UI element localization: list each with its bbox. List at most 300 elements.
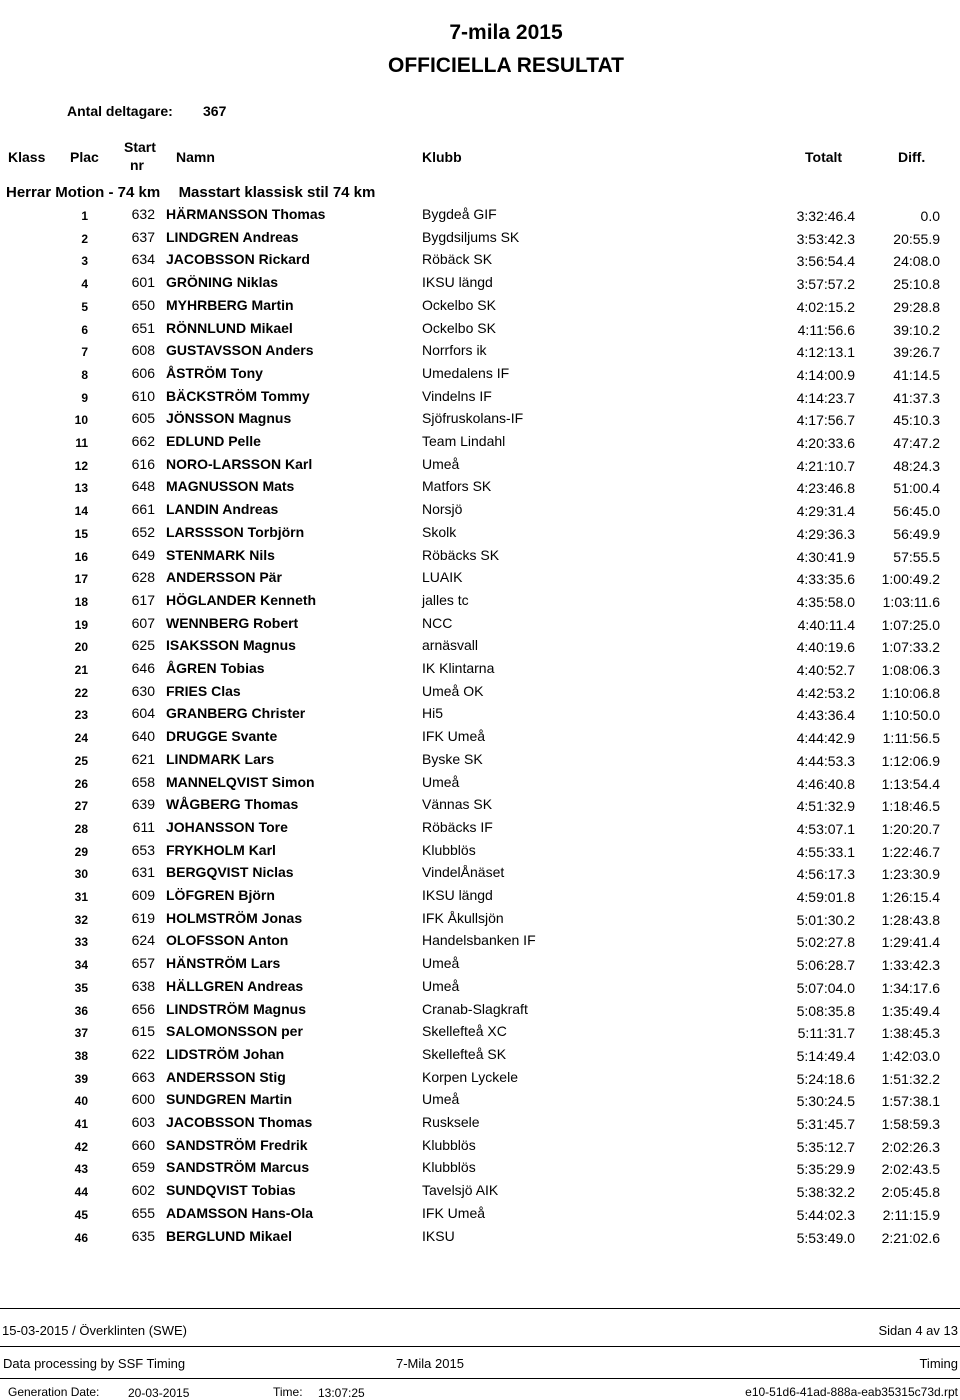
row-placement: 17: [74, 572, 88, 587]
row-club: Klubblös: [422, 1136, 476, 1153]
row-name: BÄCKSTRÖM Tommy: [166, 387, 310, 404]
row-name: WÅGBERG Thomas: [166, 796, 299, 813]
row-total-time: 4:40:52.7: [796, 662, 855, 678]
row-total-time: 5:07:04.0: [796, 979, 855, 996]
row-time-diff: 1:34:17.6: [881, 979, 940, 996]
row-club: IK Klintarna: [422, 660, 495, 676]
row-name: HÄNSTRÖM Lars: [166, 955, 281, 972]
row-start-number: 606: [131, 364, 155, 381]
row-club: Ockelbo SK: [422, 319, 496, 336]
row-placement: 20: [74, 640, 88, 655]
header-start: Start: [124, 139, 156, 155]
row-name: JOHANSSON Tore: [166, 818, 288, 835]
row-club: Röbäcks IF: [422, 818, 493, 835]
row-total-time: 5:14:49.4: [796, 1047, 855, 1064]
row-club: Umeå: [422, 455, 460, 472]
row-placement: 29: [74, 844, 88, 859]
row-start-number: 650: [131, 296, 155, 313]
row-placement: 16: [74, 549, 88, 564]
row-start-number: 630: [131, 682, 155, 699]
table-row: [0, 1205, 960, 1227]
row-start-number: 616: [131, 455, 155, 472]
footer-processing: Data processing by SSF Timing: [3, 1356, 186, 1371]
row-time-diff: 1:51:32.2: [881, 1070, 940, 1087]
row-club: Norsjö: [422, 501, 463, 518]
row-name: ÅGREN Tobias: [166, 660, 265, 676]
row-start-number: 648: [131, 478, 155, 495]
row-club: Ockelbo SK: [422, 296, 496, 313]
row-start-number: 656: [131, 1000, 155, 1017]
row-start-number: 601: [131, 274, 155, 291]
row-club: Rusksele: [422, 1114, 480, 1130]
row-name: JACOBSSON Thomas: [166, 1114, 313, 1130]
table-row: [0, 660, 960, 682]
row-name: LANDIN Andreas: [166, 501, 279, 518]
row-total-time: 5:44:02.3: [796, 1206, 855, 1223]
row-start-number: 611: [132, 818, 155, 835]
row-club: Bygdsiljums SK: [422, 228, 520, 245]
row-time-diff: 1:28:43.8: [881, 911, 940, 928]
row-time-diff: 0.0: [920, 208, 940, 224]
row-total-time: 3:32:46.4: [796, 208, 855, 224]
row-time-diff: 1:29:41.4: [881, 934, 940, 951]
table-row: [0, 1182, 960, 1204]
table-row: [0, 819, 960, 841]
row-time-diff: 1:35:49.4: [881, 1002, 940, 1019]
row-placement: 43: [74, 1162, 88, 1177]
row-time-diff: 1:33:42.3: [881, 957, 940, 974]
participants-label: Antal deltagare:: [67, 103, 173, 119]
row-placement: 42: [74, 1139, 88, 1154]
row-total-time: 5:06:28.7: [796, 957, 855, 974]
footer-timing: Timing: [919, 1356, 958, 1371]
row-name: STENMARK Nils: [166, 546, 275, 563]
row-time-diff: 1:13:54.4: [881, 775, 940, 792]
row-placement: 32: [74, 912, 88, 927]
row-start-number: 634: [131, 251, 155, 268]
header-diff: Diff.: [898, 149, 926, 165]
row-name: OLOFSSON Anton: [166, 932, 289, 949]
row-total-time: 4:21:10.7: [796, 457, 855, 474]
row-name: LARSSSON Torbjörn: [166, 523, 305, 540]
row-placement: 45: [74, 1207, 88, 1222]
row-time-diff: 1:58:59.3: [881, 1116, 940, 1132]
row-name: GUSTAVSSON Anders: [166, 342, 314, 359]
row-club: Korpen Lyckele: [422, 1068, 518, 1085]
row-start-number: 619: [131, 909, 155, 926]
row-club: Cranab-Slagkraft: [422, 1000, 528, 1017]
row-time-diff: 2:05:45.8: [881, 1184, 940, 1201]
row-name: GRÖNING Niklas: [166, 274, 279, 291]
row-club: Norrfors ik: [422, 342, 487, 359]
footer-date-place: 15-03-2015 / Överklinten (SWE): [2, 1323, 187, 1338]
row-name: ÅSTRÖM Tony: [166, 364, 263, 381]
row-start-number: 639: [131, 796, 155, 813]
footer-generation-label: Generation Date:: [8, 1385, 100, 1399]
table-row: [0, 365, 960, 387]
row-name: HÄLLGREN Andreas: [166, 977, 304, 994]
row-start-number: 651: [131, 319, 155, 336]
header-namn: Namn: [176, 149, 215, 165]
row-placement: 28: [74, 821, 88, 836]
row-name: SALOMONSSON per: [166, 1023, 303, 1040]
row-start-number: 657: [131, 955, 155, 972]
header-klubb: Klubb: [422, 149, 462, 165]
table-row: [0, 1091, 960, 1113]
row-time-diff: 1:57:38.1: [881, 1093, 940, 1110]
row-start-number: 609: [131, 887, 155, 903]
row-total-time: 4:20:33.6: [796, 435, 855, 451]
row-time-diff: 2:02:26.3: [881, 1138, 940, 1155]
table-row: [0, 388, 960, 410]
row-placement: 1: [81, 209, 88, 223]
row-time-diff: 20:55.9: [893, 230, 940, 247]
row-placement: 14: [74, 504, 88, 519]
row-time-diff: 1:07:25.0: [881, 616, 940, 633]
row-time-diff: 1:03:11.6: [882, 593, 940, 610]
row-time-diff: 1:38:45.3: [881, 1025, 940, 1042]
table-row: [0, 842, 960, 864]
row-name: NORO-LARSSON Karl: [166, 455, 313, 472]
table-row: [0, 978, 960, 1000]
footer-file-name: e10-51d6-41ad-888a-eab35315c73d.rpt: [745, 1385, 958, 1399]
header-plac: Plac: [70, 149, 99, 165]
section-description: Masstart klassisk stil 74 km: [178, 184, 376, 201]
row-name: MYHRBERG Martin: [166, 296, 294, 313]
row-placement: 3: [81, 254, 88, 269]
row-total-time: 4:44:53.3: [796, 752, 855, 769]
row-club: Umeå: [422, 773, 460, 790]
row-placement: 5: [81, 299, 88, 314]
row-total-time: 5:31:45.7: [796, 1116, 855, 1132]
row-total-time: 4:59:01.8: [796, 889, 855, 905]
row-start-number: 624: [131, 932, 155, 949]
table-row: [0, 1001, 960, 1023]
row-name: LINDGREN Andreas: [166, 228, 299, 245]
row-time-diff: 24:08.0: [893, 253, 940, 270]
row-name: JÖNSSON Magnus: [166, 410, 292, 427]
table-row: [0, 774, 960, 796]
row-start-number: 628: [131, 569, 155, 586]
row-start-number: 658: [131, 773, 155, 790]
row-total-time: 5:02:27.8: [796, 934, 855, 951]
row-placement: 7: [81, 345, 88, 360]
row-placement: 24: [74, 731, 88, 746]
participants-value: 367: [203, 103, 227, 119]
row-time-diff: 47:47.2: [893, 435, 940, 451]
row-total-time: 5:08:35.8: [796, 1002, 855, 1019]
row-total-time: 5:24:18.6: [796, 1070, 855, 1087]
row-time-diff: 1:12:06.9: [881, 752, 940, 769]
row-club: Umeå: [422, 955, 460, 972]
row-total-time: 4:11:56.6: [797, 321, 855, 338]
table-row: [0, 751, 960, 773]
row-time-diff: 1:26:15.4: [881, 889, 940, 905]
row-time-diff: 1:07:33.2: [881, 639, 940, 656]
table-row: [0, 297, 960, 319]
row-name: BERGQVIST Niclas: [166, 864, 294, 881]
row-time-diff: 2:11:15.9: [882, 1206, 940, 1223]
row-placement: 35: [74, 980, 88, 995]
row-start-number: 600: [131, 1091, 155, 1108]
row-total-time: 4:51:32.9: [796, 798, 855, 815]
row-club: IKSU längd: [422, 274, 493, 291]
row-start-number: 638: [131, 977, 155, 994]
row-start-number: 659: [131, 1159, 155, 1176]
row-total-time: 5:11:31.7: [797, 1025, 855, 1042]
footer-time-value: 13:07:25: [318, 1386, 365, 1400]
table-row: [0, 547, 960, 569]
page-title: 7-mila 2015: [449, 21, 563, 44]
row-placement: 6: [81, 322, 88, 337]
row-name: MAGNUSSON Mats: [166, 478, 295, 495]
row-placement: 21: [74, 663, 88, 677]
row-total-time: 3:56:54.4: [796, 253, 855, 270]
row-total-time: 4:33:35.6: [796, 571, 855, 588]
row-placement: 23: [74, 708, 88, 723]
row-club: Klubblös: [422, 841, 476, 858]
row-total-time: 4:29:31.4: [796, 503, 855, 520]
footer-divider: [0, 1308, 960, 1309]
row-time-diff: 2:21:02.6: [881, 1229, 940, 1246]
row-placement: 22: [74, 685, 88, 700]
row-placement: 25: [74, 753, 88, 768]
row-club: Klubblös: [422, 1159, 476, 1176]
row-club: Handelsbanken IF: [422, 932, 536, 949]
row-placement: 8: [81, 367, 88, 382]
footer-generation-date: 20-03-2015: [128, 1386, 190, 1400]
row-club: Röbäck SK: [422, 251, 493, 268]
row-total-time: 4:23:46.8: [796, 480, 855, 497]
row-club: IFK Umeå: [422, 728, 486, 745]
row-name: ANDERSSON Stig: [166, 1068, 286, 1085]
table-row: [0, 887, 960, 909]
row-placement: 33: [74, 935, 88, 950]
row-start-number: 608: [131, 342, 155, 359]
row-total-time: 3:57:57.2: [796, 276, 855, 293]
table-row: [0, 251, 960, 273]
row-name: SUNDGREN Martin: [166, 1091, 293, 1108]
table-row: [0, 433, 960, 455]
row-total-time: 3:53:42.3: [796, 230, 855, 247]
row-start-number: 610: [131, 387, 155, 404]
footer-page-number: Sidan 4 av 13: [878, 1323, 958, 1338]
table-row: [0, 569, 960, 591]
row-club: Team Lindahl: [422, 433, 506, 449]
row-start-number: 652: [131, 523, 155, 540]
section-heading: [6, 184, 375, 201]
table-row: [0, 501, 960, 523]
row-total-time: 5:01:30.2: [796, 911, 855, 928]
row-time-diff: 1:08:06.3: [881, 662, 940, 678]
row-name: LINDMARK Lars: [166, 750, 275, 767]
row-time-diff: 2:02:43.5: [881, 1161, 940, 1178]
row-time-diff: 29:28.8: [893, 298, 940, 315]
row-start-number: 615: [131, 1023, 155, 1040]
row-club: IFK Åkullsjön: [422, 909, 504, 926]
row-start-number: 607: [131, 614, 155, 631]
header-klass: Klass: [8, 149, 46, 165]
row-time-diff: 1:20:20.7: [881, 820, 940, 837]
table-row: [0, 1023, 960, 1045]
row-club: jalles tc: [422, 591, 469, 608]
row-total-time: 4:14:23.7: [796, 389, 855, 406]
row-club: LUAIK: [422, 569, 463, 586]
row-time-diff: 45:10.3: [893, 412, 940, 429]
row-club: Bygdeå GIF: [422, 206, 497, 222]
row-time-diff: 1:00:49.2: [881, 571, 940, 588]
row-club: Hi5: [422, 705, 444, 722]
row-total-time: 4:30:41.9: [796, 548, 855, 565]
row-total-time: 4:56:17.3: [796, 866, 855, 883]
row-placement: 9: [81, 390, 88, 405]
row-club: Umeå OK: [422, 682, 484, 699]
row-start-number: 632: [131, 206, 155, 222]
table-row: [0, 637, 960, 659]
row-name: SANDSTRÖM Fredrik: [166, 1136, 308, 1153]
row-total-time: 4:55:33.1: [796, 843, 855, 860]
table-row: [0, 1137, 960, 1159]
table-row: [0, 864, 960, 886]
table-row: [0, 932, 960, 954]
row-name: FRIES Clas: [166, 682, 241, 699]
row-name: ISAKSSON Magnus: [166, 637, 296, 654]
row-name: BERGLUND Mikael: [166, 1227, 293, 1244]
row-start-number: 621: [131, 750, 155, 767]
footer-time-label: Time:: [273, 1385, 303, 1399]
row-club: Umedalens IF: [422, 364, 510, 381]
table-row: [0, 1159, 960, 1181]
row-placement: 31: [74, 890, 88, 904]
row-placement: 37: [74, 1026, 88, 1041]
row-start-number: 663: [131, 1068, 155, 1085]
row-start-number: 631: [131, 864, 155, 881]
table-row: [0, 796, 960, 818]
row-start-number: 635: [131, 1227, 155, 1244]
row-placement: 11: [75, 436, 88, 450]
row-club: Tavelsjö AIK: [422, 1182, 499, 1199]
row-club: Röbäcks SK: [422, 546, 500, 563]
row-total-time: 4:43:36.4: [796, 707, 855, 724]
row-total-time: 4:12:13.1: [796, 344, 855, 361]
footer-divider: [0, 1346, 960, 1347]
row-start-number: 655: [131, 1204, 155, 1221]
row-name: SANDSTRÖM Marcus: [166, 1159, 310, 1176]
row-name: LINDSTRÖM Magnus: [166, 1000, 306, 1017]
row-placement: 15: [74, 526, 88, 541]
table-row: [0, 1046, 960, 1068]
row-placement: 40: [74, 1094, 88, 1109]
row-club: Sjöfruskolans-IF: [422, 410, 524, 427]
row-total-time: 5:53:49.0: [796, 1229, 855, 1246]
row-start-number: 602: [131, 1182, 155, 1199]
row-club: IKSU: [422, 1227, 455, 1244]
row-time-diff: 51:00.4: [893, 480, 940, 497]
row-name: HÄRMANSSON Thomas: [166, 206, 326, 222]
row-name: RÖNNLUND Mikael: [166, 319, 293, 336]
row-club: Vännas SK: [422, 796, 493, 813]
table-row: [0, 456, 960, 478]
row-total-time: 4:53:07.1: [796, 820, 855, 837]
row-club: IKSU längd: [422, 887, 493, 903]
row-placement: 46: [74, 1230, 88, 1245]
row-placement: 36: [74, 1003, 88, 1018]
table-row: [0, 615, 960, 637]
row-total-time: 4:17:56.7: [796, 412, 855, 429]
row-club: Umeå: [422, 977, 460, 994]
row-total-time: 5:30:24.5: [796, 1093, 855, 1110]
row-total-time: 4:29:36.3: [796, 525, 855, 542]
row-name: ANDERSSON Pär: [166, 569, 282, 586]
row-total-time: 4:46:40.8: [796, 775, 855, 792]
row-time-diff: 1:10:06.8: [881, 684, 940, 701]
row-name: SUNDQVIST Tobias: [166, 1182, 296, 1199]
row-name: MANNELQVIST Simon: [166, 773, 315, 790]
row-placement: 18: [74, 594, 88, 609]
header-totalt: Totalt: [805, 149, 843, 165]
row-name: LÖFGREN Björn: [166, 887, 275, 903]
table-row: [0, 206, 960, 228]
row-time-diff: 41:14.5: [893, 366, 940, 383]
row-time-diff: 39:26.7: [893, 344, 940, 361]
row-placement: 4: [81, 277, 88, 292]
table-row: [0, 320, 960, 342]
row-time-diff: 56:49.9: [893, 525, 940, 542]
row-total-time: 4:14:00.9: [796, 366, 855, 383]
row-start-number: 625: [131, 637, 155, 654]
table-row: [0, 1069, 960, 1091]
row-time-diff: 48:24.3: [893, 457, 940, 474]
row-time-diff: 56:45.0: [893, 503, 940, 520]
row-time-diff: 1:23:30.9: [881, 866, 940, 883]
row-start-number: 604: [131, 705, 155, 722]
row-start-number: 662: [131, 433, 155, 449]
row-placement: 13: [74, 481, 88, 496]
row-name: FRYKHOLM Karl: [166, 841, 276, 858]
table-row: [0, 524, 960, 546]
row-club: Umeå: [422, 1091, 460, 1108]
row-start-number: 603: [131, 1114, 155, 1130]
row-placement: 27: [74, 799, 88, 814]
row-start-number: 637: [131, 228, 155, 245]
row-placement: 34: [74, 958, 88, 973]
row-name: HOLMSTRÖM Jonas: [166, 909, 303, 926]
row-placement: 12: [74, 458, 88, 473]
row-name: LIDSTRÖM Johan: [166, 1045, 285, 1062]
table-row: [0, 229, 960, 251]
row-time-diff: 1:18:46.5: [881, 798, 940, 815]
row-club: Vindelns IF: [422, 387, 492, 404]
row-club: Skellefteå XC: [422, 1023, 507, 1040]
table-row: [0, 1228, 960, 1250]
row-placement: 44: [74, 1185, 88, 1200]
row-start-number: 649: [131, 546, 155, 563]
table-row: [0, 274, 960, 296]
header-nr: nr: [130, 157, 144, 173]
row-time-diff: 39:10.2: [893, 321, 940, 338]
row-time-diff: 1:42:03.0: [881, 1047, 940, 1064]
table-row: [0, 410, 960, 432]
row-time-diff: 41:37.3: [893, 389, 940, 406]
row-total-time: 4:02:15.2: [796, 298, 855, 315]
row-placement: 19: [74, 617, 88, 632]
row-placement: 30: [74, 867, 88, 882]
row-time-diff: 1:10:50.0: [881, 707, 940, 724]
row-club: arnäsvall: [422, 637, 479, 654]
row-time-diff: 57:55.5: [893, 548, 940, 565]
row-total-time: 5:35:29.9: [796, 1161, 855, 1178]
row-placement: 38: [74, 1048, 88, 1063]
